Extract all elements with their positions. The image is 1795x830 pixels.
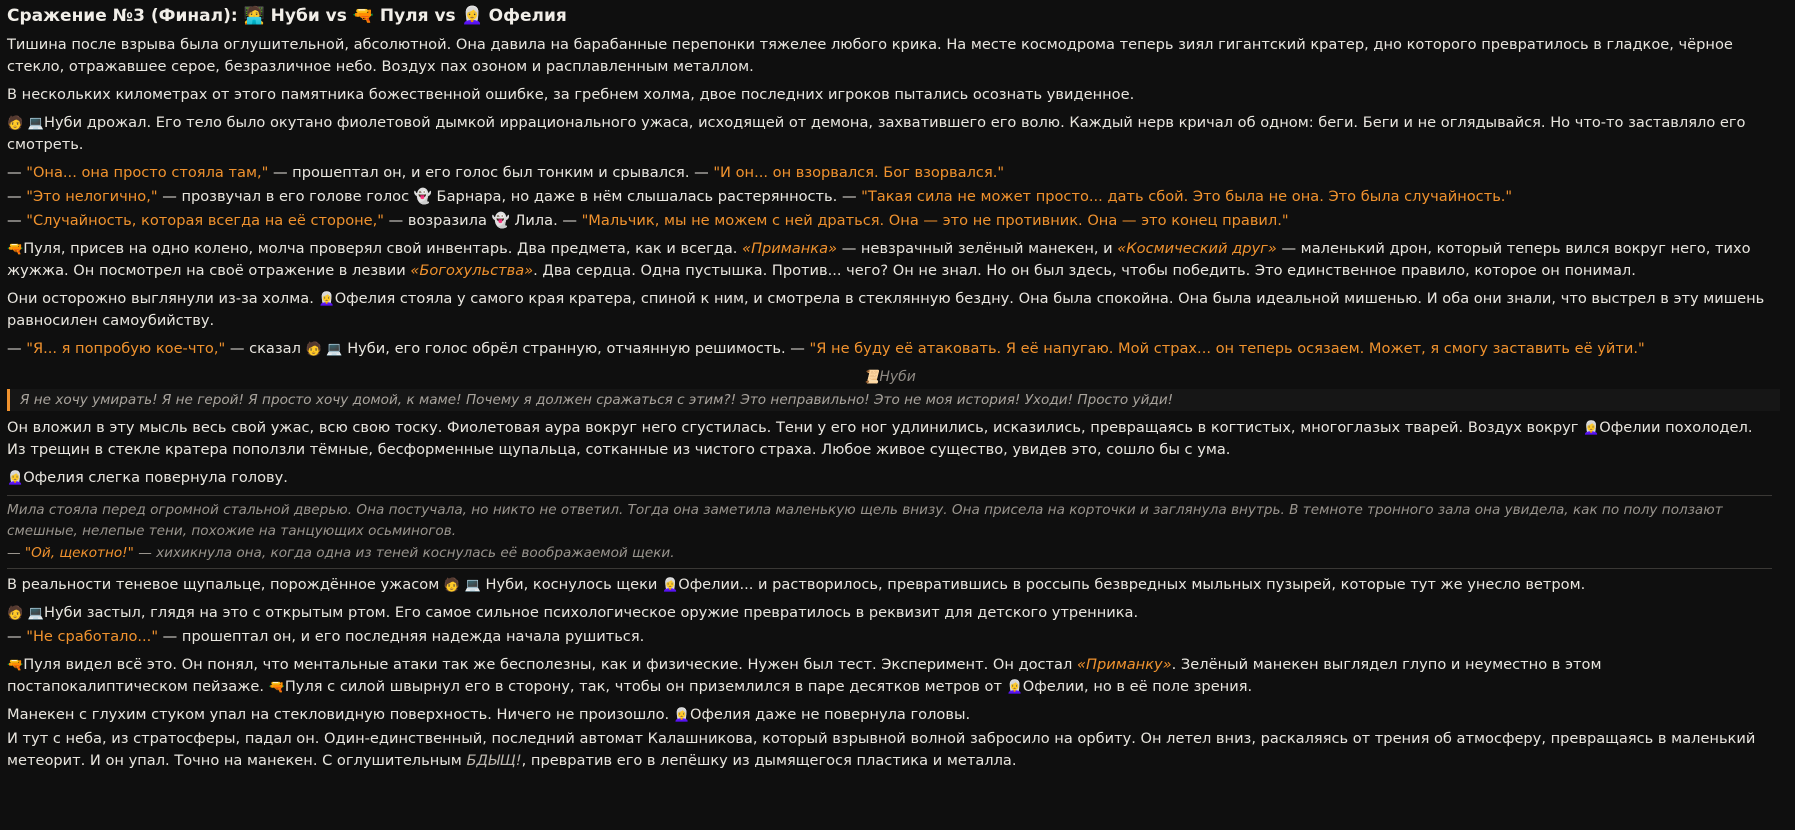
- dialogue-line: — "Не сработало..." — прошептал он, и его последняя надежда начала рушиться.: [7, 628, 645, 645]
- paragraph-reality: В реальности теневое щупальце, порождённое ужасом 🧑 💻 Нуби, коснулось щеки 👩‍🦳Офелии... и растворилось, превратившись в россыпь безвредных мыльных пузырей, которые тут же унесло ветром.: [7, 576, 1586, 593]
- divider: [7, 568, 1772, 569]
- paragraph-pulya-decoy: 🔫Пуля видел всё это. Он понял, что ментальные атаки так же бесполезны, как и физические. Нужен был тест. Эксперимент. Он достал «Приманку». Зелёный манекен выглядел глупо и неуместно в этом постапокалиптическом пейзаже. 🔫Пуля с силой швырнул его в сторону, так, чтобы он приземлился в паре десятков метров от 👩‍🦳Офелии, но в её поле зрения.: [7, 656, 1602, 695]
- laptop-icon: 💻: [464, 578, 481, 593]
- pulya-gun-icon: 🔫: [7, 658, 24, 673]
- pulya-gun-icon: 🔫: [7, 242, 24, 257]
- paragraph-mannequin: Манекен с глухим стуком упал на стекловидную поверхность. Ничего не произошло. 👩‍🦳Офелия даже не повернула головы.: [7, 706, 971, 723]
- paragraph-nubi-trembling: 🧑 💻Нуби дрожал. Его тело было окутано фиолетовой дымкой иррационального ужаса, исходящей от демона, захватившего его волю. Каждый нерв кричал об одном: беги. Беги и не оглядывайся. Но что-то заставляло его смотреть.: [7, 114, 1746, 153]
- dialogue-line: — "Случайность, которая всегда на её стороне," — возразила 👻 Лила. — "Мальчик, мы не можем с ней драться. Она — это не противник. Она — это конец правил.": [7, 212, 1289, 229]
- dialogue-line: — "Я... я попробую кое-что," — сказал 🧑 💻 Нуби, его голос обрёл странную, отчаянную решимость. — "Я не буду её атаковать. Я её напугаю. Мой страх... он теперь осязаем. Может, я смогу заставить её уйти.": [7, 340, 1645, 357]
- inner-monologue-quote: Я не хочу умирать! Я не герой! Я просто хочу домой, к маме! Почему я должен сражаться с этим?! Это неправильно! Это не моя история! Уходи! Просто уйди!: [7, 389, 1780, 411]
- dialogue-line: — "Она... она просто стояла там," — прошептал он, и его голос был тонким и срывался. — "И он... он взорвался. Бог взорвался.": [7, 164, 1005, 181]
- paragraph-ofelia-edge: Они осторожно выглянули из-за холма. 👩‍🦳Офелия стояла у самого края кратера, спиной к ним, и смотрела в стеклянную бездну. Она была спокойна. Она была идеальной мишенью. И оба они знали, что выстрел в эту мишень равносилен самоубийству.: [7, 290, 1765, 329]
- ofelia-avatar-icon: 👩‍🦳: [1583, 421, 1600, 436]
- ofelia-avatar-icon: 👩‍🦳: [318, 292, 335, 307]
- paragraph-nubi-frozen: 🧑 💻Нуби застыл, глядя на это с открытым ртом. Его самое сильное психологическое оружие превратилось в реквизит для детского утренника.: [7, 604, 1139, 621]
- scroll-icon: 📜: [863, 370, 880, 385]
- laptop-icon: 💻: [27, 116, 45, 131]
- ofelia-avatar-icon: 👩‍🦳: [7, 471, 24, 486]
- laptop-icon: 💻: [326, 342, 343, 357]
- pulya-gun-icon: 🔫: [268, 680, 285, 695]
- dream-paragraph: Мила стояла перед огромной стальной дверью. Она постучала, но никто не ответил. Тогда она заметила маленькую щель внизу. Она присела на корточки и заглянула внутрь. В темноте тронного зала она увидела, как по полу ползают смешные, нелепые тени, похожие на танцующих осьминогов.: [7, 502, 1723, 539]
- ofelia-avatar-icon: 👩‍🦳: [1006, 680, 1023, 695]
- paragraph-crater: Тишина после взрыва была оглушительной, абсолютной. Она давила на барабанные перепонки тяжелее любого крика. На месте космодрома теперь зиял гигантский кратер, дно которого превратилось в гладкое, чёрное стекло, отражавшее серое, безразличное небо. Воздух пах озоном и расплавленным металлом.: [7, 36, 1733, 75]
- dream-sequence: [7, 500, 1772, 564]
- divider: [7, 495, 1772, 496]
- paragraph-hill: В нескольких километрах от этого памятника божественной ошибке, за гребнем холма, двое последних игроков пытались осознать увиденное.: [7, 86, 1135, 103]
- paragraph-kalashnikov: И тут с неба, из стратосферы, падал он. Один-единственный, последний автомат Калашникова, который взрывной волной забросило на орбиту. Он летел вниз, раскаляясь от трения об атмосферу, превращаясь в маленький метеорит. И он упал. Точно на манекен. С оглушительным БДЫЩ!, превратив его в лепёшку из дымящегося пластика и металла.: [7, 730, 1756, 769]
- nubi-avatar-icon: 🧑: [305, 342, 322, 357]
- dream-dialogue: — "Ой, щекотно!" — хихикнула она, когда одна из теней коснулась её воображаемой щеки.: [7, 545, 675, 561]
- dialogue-line: — "Это нелогично," — прозвучал в его голове голос 👻 Барнара, но даже в нём слышалась растерянность. — "Такая сила не может просто... дать сбой. Это была не она. Это была случайность.": [7, 188, 1513, 205]
- ofelia-avatar-icon: 👩‍🦳: [662, 578, 679, 593]
- ofelia-avatar-icon: 👩‍🦳: [673, 708, 690, 723]
- paragraph-ofelia-turns: 👩‍🦳Офелия слегка повернула голову.: [7, 469, 288, 486]
- paragraph-pulya-inventory: 🔫Пуля, присев на одно колено, молча проверял свой инвентарь. Два предмета, как и всегда. «Приманка» — невзрачный зелёный манекен, и «Космический друг» — маленький дрон, который теперь вился вокруг него, тихо жужжа. Он посмотрел на своё отражение в лезвии «Богохульства». Два сердца. Одна пустышка. Против... чего? Он не знал. Но он был здесь, чтобы победить. Это единственное правило, которое он понимал.: [7, 240, 1751, 279]
- page-title: Сражение №3 (Финал): 🧑‍💻 Нуби vs 🔫 Пуля vs 👩‍🦳 Офелия: [7, 6, 567, 26]
- paragraph-fear-aura: Он вложил в эту мысль весь свой ужас, всю свою тоску. Фиолетовая аура вокруг него сгустилась. Тени у его ног удлинились, исказились, превращаясь в когтистых, многоглазых тварей. Воздух вокруг 👩‍🦳Офелии похолодел. Из трещин в стекле кратера поползли тёмные, бесформенные щупальца, сотканные из чистого страха. Любое живое существо, увидев это, сошло бы с ума.: [7, 419, 1753, 458]
- nubi-avatar-icon: 🧑: [443, 578, 461, 593]
- nubi-avatar-icon: 🧑: [7, 606, 24, 621]
- laptop-icon: 💻: [27, 606, 45, 621]
- speaker-label: 📜Нуби: [863, 369, 916, 385]
- nubi-avatar-icon: 🧑: [7, 116, 24, 131]
